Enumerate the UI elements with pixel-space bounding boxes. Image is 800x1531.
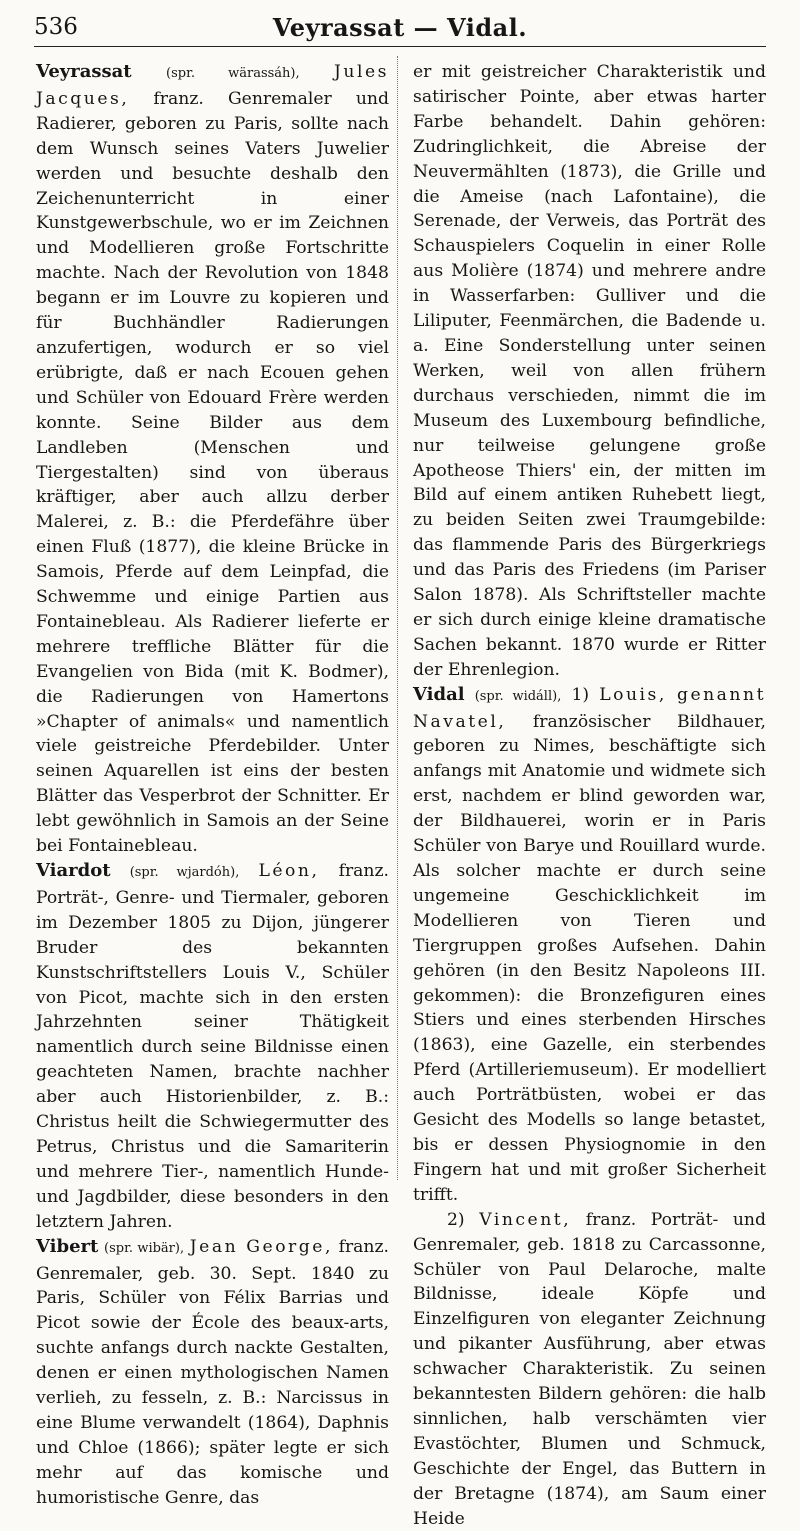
entry-text: franz. Genremaler und Radierer, geboren zu Paris, sollte nach dem Wunsch seines Vaters Juwelier werden und besuchte deshalb den Zeichenunterricht in einer Kunstgewerbschule, wo er im Zeichnen und Modellieren große Fortschritte machte. Nach der Revolution von 1848 begann er im Louvre zu kopieren und für Buchhändler Radierungen anzufertigen, wodurch er so viel erübrigte, daß er nach Ecouen gehen und Schüler von Edouard Frère werden konnte. Seine Bilder aus dem Landleben (Menschen und Tiergestalten) sind von überaus kräftiger, aber auch allzu derber Malerei, z. B.: die Pferdefähre über einen Fluß (1877), die kleine Brücke in Samois, Pferde auf dem Leinpfad, die Schwemme und einige Partien aus Fontainebleau. Als Radierer lieferte er mehrere treffliche Blätter für die Evangelien von Bida (mit K. Bodmer), die Radierungen von Hamertons »Chapter of animals« und namentlich viele geistreiche Pferdebilder. Unter seinen Aquarellen ist eins der besten Blätter das Vesperbrot der Schnitter. Er lebt gewöhnlich in Samois an der Seine bei Fontainebleau. [36,88,389,857]
entry-text: franz. Porträt- und Genremaler, geb. 1818 zu Carcassonne, Schüler von Paul Delaroche, malte Bildnisse, ideale Köpfe und Einzelfiguren von eleganter Zeichnung und pikanter Ausführung, aber etwas schwacher Charakteristik. Zu seinen bekanntesten Bildern gehören: die halb sinnlichen, halb verschämten vier Evastöchter, Blumen und Schmuck, Geschichte der Engel, das Buttern in der Bretagne (1874), am Saum einer Heide [413,1209,767,1529]
page-number: 536 [34,14,78,40]
headword: Vibert [36,1235,99,1257]
pronunciation: (spr. wärassáh), [166,66,300,81]
entry-viardot [36,859,389,1235]
entry-vibert-continued [413,60,766,683]
pronunciation: (spr. wibär), [104,1240,185,1256]
entry-vibert [36,1235,389,1511]
left-column [36,60,389,1511]
sub-number: 2) [447,1209,465,1230]
page-header [34,12,766,47]
given-name: Léon, [258,861,320,881]
pronunciation: (spr. widáll), [474,688,562,704]
given-name: Louis, [599,684,667,705]
given-name: Jules Jacques, [36,62,389,109]
right-column [413,60,766,1531]
sub-number: 1) [571,684,590,705]
headword: Vidal [413,683,465,705]
entry-text: französischer Bildhauer, geboren zu Nimes, beschäftigte sich anfangs mit Anatomie und widmete sich erst, nachdem er blind geworden war, der Bildhauerei, worin er in Paris Schüler von Barye und Rouillard wurde. Als solcher machte er durch seine ungemeine Geschicklichkeit im Modellieren von Tieren und Tiergruppen großes Aufsehen. Dahin gehören (in den Besitz Napoleons III. gekommen): die Bronzefiguren eines Stiers und eines sterbenden Hirsches (1863), eine Gazelle, ein sterbendes Pferd (Artilleriemuseum). Er modelliert auch Porträtbüsten, wobei er das Gesicht des Modells so lange betastet, bis er dessen Physiognomie in den Fingern hat und mit großer Sicherheit trifft. [413,711,766,1205]
entry-text: franz. Porträt-, Genre- und Tiermaler, geboren im Dezember 1805 zu Dijon, jüngerer Bruder des bekannten Kunstschriftstellers Louis V., Schüler von Picot, machte sich in den ersten Jahrzehnten seiner Thätigkeit namentlich durch seine Bildnisse einen geachteten Namen, brachte nachher aber auch Historienbilder, z. B.: Christus heilt die Schwiegermutter des Petrus, Christus und die Samariterin und mehrere Tier-, namentlich Hunde- und Jagdbilder, diese besonders in den letztern Jahren. [36,861,389,1232]
given-name: Jean George, [189,1236,333,1257]
pronunciation: (spr. wjardóh), [129,865,240,880]
entry-vidal [413,683,766,1208]
entry-text: er mit geistreicher Charakteristik und satirischer Pointe, aber etwas harter Farbe behandelt. Dahin gehören: Zudringlichkeit, die Abreise der Neuvermählten (1873), die Grille und die Ameise (nach Lafontaine), die Serenade, der Verweis, das Porträt des Schauspielers Coquelin in einer Rolle aus Molière (1874) und mehrere andre in Wasserfarben: Gulliver und die Liliputer, Feenmärchen, die Badende u. a. Eine Sonderstellung unter seinen Werken, weil von allen frühern durchaus verschieden, nimmt die im Museum des Luxembourg befindliche, nur teilweise gelungene große Apotheose Thiers' ein, der mitten im Bild auf einem antiken Ruhebett liegt, zu beiden Seiten zwei Traumgebilde: das flammende Paris des Bürgerkriegs und das Paris des Friedens (im Pariser Salon 1878). Als Schriftsteller machte er sich durch einige kleine dramatische Sachen bekannt. 1870 wurde er Ritter der Ehrenlegion. [413,62,766,680]
alias-name: genannt Navatel, [413,684,766,732]
column-divider [397,56,398,1180]
entry-vidal-vincent [413,1208,766,1531]
entry-veyrassat [36,60,389,859]
entry-text: franz. Genremaler, geb. 30. Sept. 1840 zu Paris, Schüler von Félix Barrias und Picot sowie der École des beaux-arts, suchte anfangs durch nackte Gestalten, denen er einen mythologischen Namen verlieh, zu fesseln, z. B.: Narcissus in eine Blume verwandelt (1864), Daphnis und Chloe (1866); später legte er sich mehr auf das komische und humoristische Genre, das [36,1236,390,1508]
headword: Veyrassat [36,61,132,82]
running-head: Veyrassat — Vidal. [272,13,528,42]
headword: Viardot [36,860,111,881]
given-name: Vincent, [479,1209,572,1230]
